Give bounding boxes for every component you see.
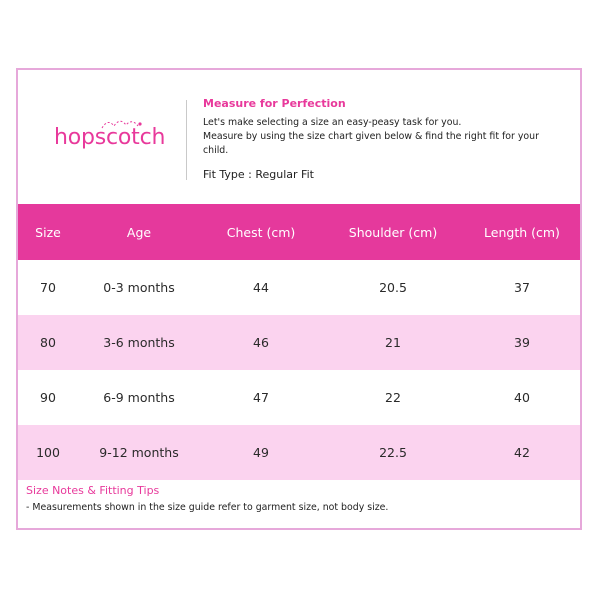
cell-length: 37 [514,280,530,295]
cell-size: 80 [18,315,78,370]
cell-chest: 46 [200,315,322,370]
table-row [18,260,580,315]
fit-type: Fit Type : Regular Fit [203,168,314,181]
column-header-chest: Chest (cm) [200,204,322,260]
cell-shoulder: 22.5 [322,425,464,480]
cell-age: 3-6 months [78,315,200,370]
intro-line: Let's make selecting a size an easy-peasy task for you. [203,117,462,128]
table-header-row [18,204,580,260]
cell-shoulder: 21 [322,315,464,370]
cell-age: 6-9 months [103,390,175,405]
intro-block [203,97,573,181]
intro-title: Measure for Perfection [203,97,346,110]
table-row [18,315,580,370]
logo-text: hopscotch [54,125,166,150]
notes-line: - Measurements shown in the size guide refer to garment size, not body size. [26,502,389,513]
cell-length: 40 [514,390,530,405]
size-table [18,204,580,480]
cell-age: 9-12 months [78,425,200,480]
size-notes [26,484,388,513]
column-header-size: Size [18,204,78,260]
cell-chest: 44 [253,280,269,295]
cell-shoulder: 22 [385,390,401,405]
intro-line: Measure by using the size chart given below & find the right fit for your [203,131,539,142]
cell-chest: 49 [200,425,322,480]
cell-chest: 47 [253,390,269,405]
cell-length: 42 [464,425,580,480]
brand-logo [54,114,166,154]
notes-title: Size Notes & Fitting Tips [26,484,160,497]
size-chart-header [18,70,580,204]
column-header-age: Age [78,204,200,260]
header-divider [186,100,187,180]
column-header-shoulder: Shoulder (cm) [322,204,464,260]
column-header-length: Length (cm) [464,204,580,260]
cell-age: 0-3 months [103,280,175,295]
intro-line: child. [203,145,229,156]
cell-size: 90 [40,390,56,405]
cell-size: 70 [40,280,56,295]
table-row [18,425,580,480]
size-chart-card [16,68,582,530]
cell-size: 100 [18,425,78,480]
cell-shoulder: 20.5 [379,280,407,295]
cell-length: 39 [464,315,580,370]
table-row [18,370,580,425]
